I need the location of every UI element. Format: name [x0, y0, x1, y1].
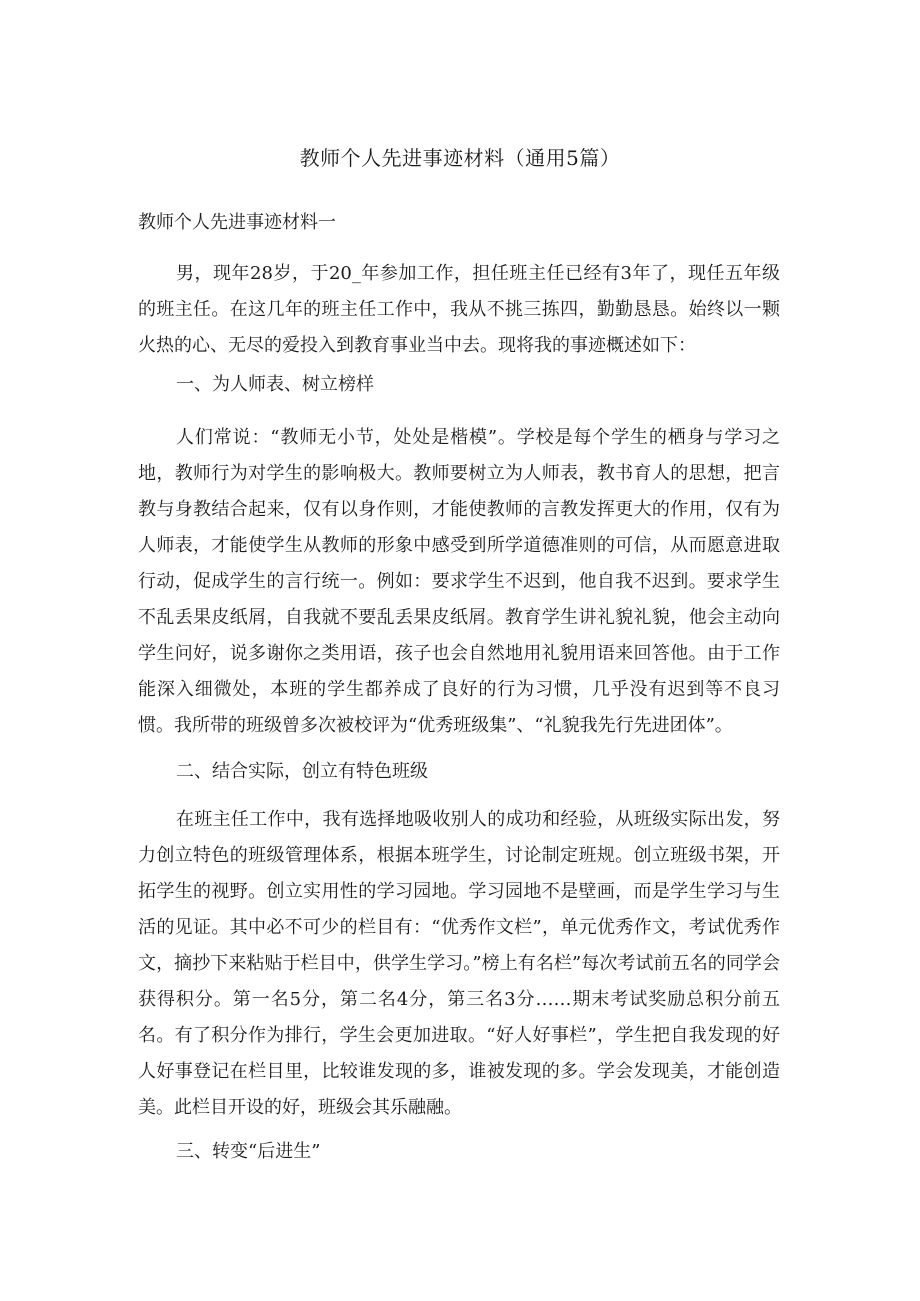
section-3-heading: 三、转变“后进生”	[176, 1141, 321, 1162]
section-1-paragraph: 人们常说：“教师无小节，处处是楷模”。学校是每个学生的栖身与学习之地，教师行为对学生的影响极大。教师要树立为人师表，教书育人的思想，把言教与身教结合起来，仅有以身作则，才能使教师的言教发挥更大的作用，仅有为人师表，才能使学生从教师的形象中感受到所学道德准则的可信，从而愿意进取行动，促成学生的言行统一。例如：要求学生不迟到，他自我不迟到。要求学生不乱丢果皮纸屑，自我就不要乱丢果皮纸屑。教育学生讲礼貌礼貌，他会主动向学生问好，说多谢你之类用语，孩子也会自然地用礼貌用语来回答他。由于工作能深入细微处，本班的学生都养成了良好的行为习惯，几乎没有迟到等不良习惯。我所带的班级曾多次被校评为“优秀班级集”、“礼貌我先行先进团体”。	[138, 427, 780, 736]
section-2-heading: 二、结合实际，创立有特色班级	[176, 761, 428, 782]
intro-paragraph: 男，现年28岁，于20_年参加工作，担任班主任已经有3年了，现任五年级的班主任。在这几年的班主任工作中，我从不挑三拣四，勤勤恳恳。始终以一颗火热的心、无尽的爱投入到教育事业当中去。现将我的事迹概述如下：	[138, 263, 780, 356]
section-1-heading: 一、为人师表、树立榜样	[176, 374, 374, 395]
document-subtitle: 教师个人先进事迹材料一	[138, 212, 336, 233]
section-2-paragraph: 在班主任工作中，我有选择地吸收别人的成功和经验，从班级实际出发，努力创立特色的班级管理体系，根据本班学生，讨论制定班规。创立班级书架，开拓学生的视野。创立实用性的学习园地。学习园地不是壁画，而是学生学习与生活的见证。其中必不可少的栏目有：“优秀作文栏”，单元优秀作文，考试优秀作文，摘抄下来粘贴于栏目中，供学生学习。”榜上有名栏”每次考试前五名的同学会获得积分。第一名5分，第二名4分，第三名3分……期末考试奖励总积分前五名。有了积分作为排行，学生会更加进取。“好人好事栏”，学生把自我发现的好人好事登记在栏目里，比较谁发现的多，谁被发现的多。学会发现美，才能创造美。此栏目开设的好，班级会其乐融融。	[138, 809, 780, 1118]
document-title: 教师个人先进事迹材料（通用5篇）	[299, 146, 621, 170]
